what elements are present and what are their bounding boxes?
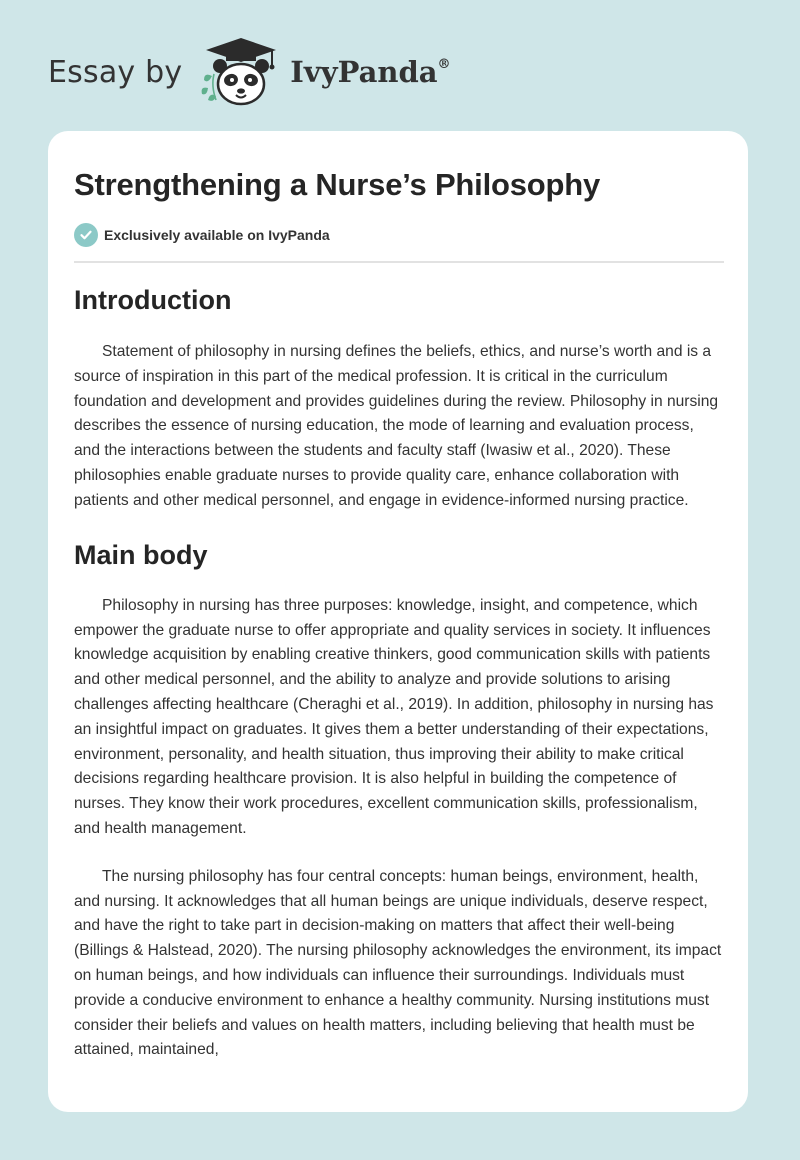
section-introduction <box>74 283 724 514</box>
article-title: Strengthening a Nurse’s Philosophy <box>74 167 601 202</box>
check-circle-icon <box>74 223 98 247</box>
paragraph: Philosophy in nursing has three purposes: knowledge, insight, and competence, which empower the graduate nurse to offer appropriate and quality services in society. It influences knowledge acquisition by enabling creative thinkers, good communication skills with patients and other medical personnel, and the ability to analyze and provide solutions to arising challenges affecting healthcare (Cheraghi et al., 2019). In addition, philosophy in nursing has an insightful impact on graduates. It gives them a better understanding of their expectations, environment, personality, and health situation, thus improving their ability to make critical decisions regarding healthcare provision. It is also helpful in building the competence of nurses. They know their work procedures, excellent communication skills, professionalism, and health management. <box>74 596 714 837</box>
registered-mark: ® <box>437 57 451 72</box>
panda-logo-icon[interactable] <box>196 36 286 108</box>
exclusive-badge <box>74 223 330 247</box>
article-body <box>74 283 724 1063</box>
title-divider <box>74 261 724 263</box>
section-heading: Main body <box>74 539 208 570</box>
exclusive-label: Exclusively available on IvyPanda <box>104 227 330 243</box>
section-main-body <box>74 538 724 1063</box>
article-card <box>48 131 748 1112</box>
brand-name-text: IvyPanda <box>290 55 438 89</box>
paragraph: The nursing philosophy has four central concepts: human beings, environment, health, and nursing. It acknowledges that all human beings are unique individuals, deserve respect, and have the right to take part in decision-making on matters that affect their well-being (Billings & Halstead, 2020). The nursing philosophy acknowledges the environment, its impact on human beings, and how individuals can influence their surroundings. Individuals must provide a conducive environment to enhance a healthy community. Nursing institutions must consider their beliefs and values on health matters, including believing that health must be attained, maintained, <box>74 867 722 1059</box>
site-header <box>48 36 451 108</box>
essay-by-text: Essay by <box>48 54 183 90</box>
section-heading: Introduction <box>74 285 232 315</box>
paragraph: Statement of philosophy in nursing defines the beliefs, ethics, and nurse’s worth and is a source of inspiration in this part of the medical profession. It is critical in the curriculum foundation and development and provides guidelines during the review. Philosophy in nursing describes the essence of nursing education, the mode of learning and evaluation process, and the interactions between the students and faculty staff (Iwasiw et al., 2020). These philosophies enable graduate nurses to provide quality care, enhance collaboration with patients and other medical personnel, and engage in evidence-informed nursing practice. <box>74 343 719 509</box>
brand-name[interactable] <box>290 55 450 89</box>
